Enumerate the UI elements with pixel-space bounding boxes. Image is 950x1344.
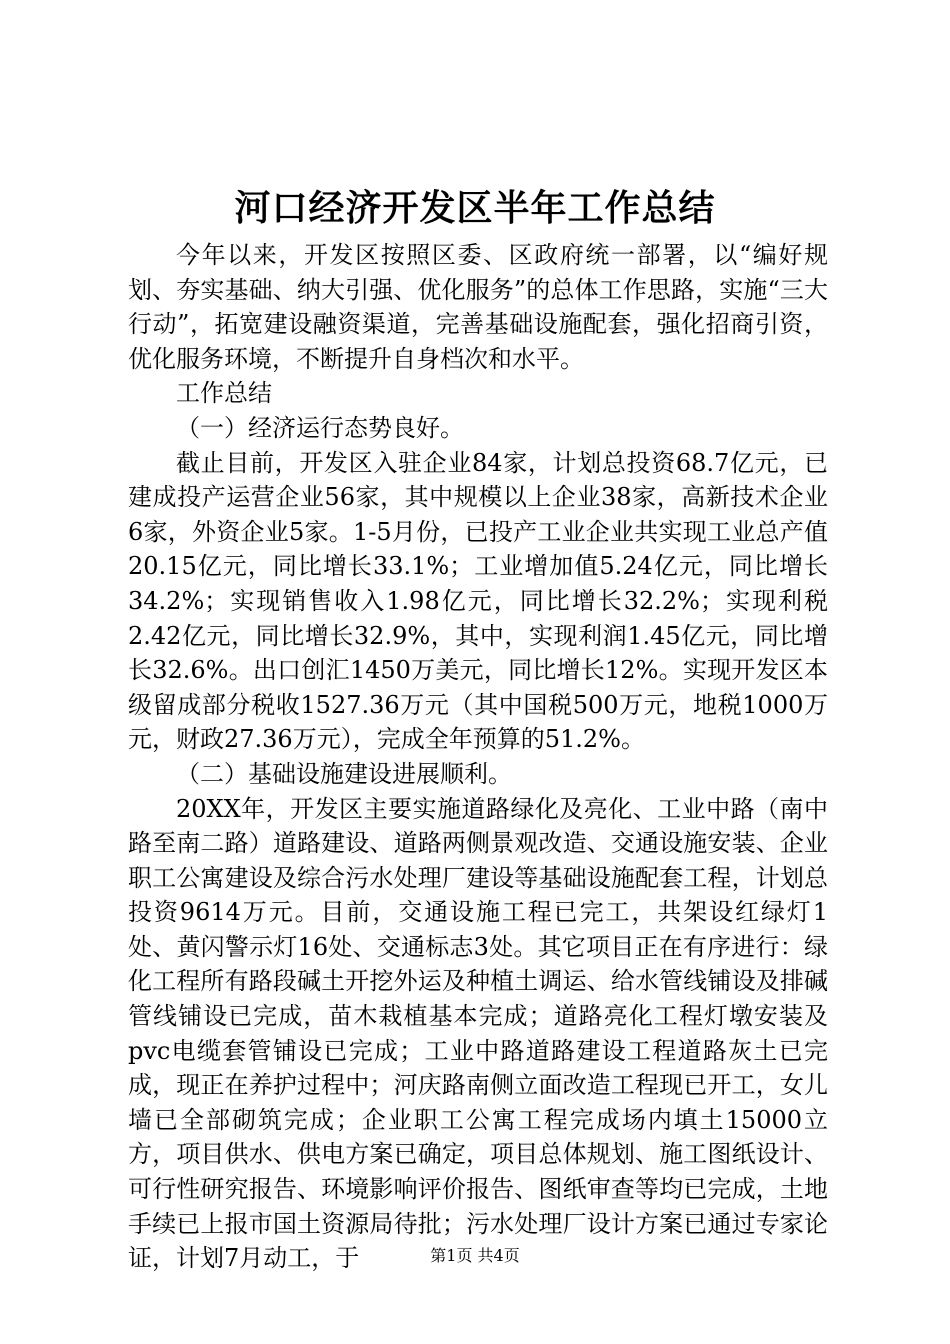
- section1-paragraph: 截止目前，开发区入驻企业84家，计划总投资68.7亿元，已建成投产运营企业56家，其中规模以上企业38家，高新技术企业6家，外资企业5家。1-5月份，已投产工业企业共实现工业总产值20.15亿元，同比增长33.1%；工业增加值5.24亿元，同比增长34.2%；实现销售收入1.98亿元，同比增长32.2%；实现利税2.42亿元，同比增长32.9%，其中，实现利润1.45亿元，同比增长32.6%。出口创汇1450万美元，同比增长12%。实现开发区本级留成部分税收1527.36万元（其中国税500万元，地税1000万元，财政27.36万元），完成全年预算的51.2%。: [128, 448, 828, 754]
- document-body: [128, 238, 828, 1276]
- section1-heading: （一）经济运行态势良好。: [176, 413, 464, 442]
- section2-heading: （二）基础设施建设进展顺利。: [176, 759, 512, 788]
- section-heading-summary: 工作总结: [176, 379, 272, 408]
- page-number-footer: 第1页 共4页: [430, 1246, 520, 1265]
- intro-paragraph: 今年以来，开发区按照区委、区政府统一部署，以“编好规划、夯实基础、纳大引强、优化服务”的总体工作思路，实施“三大行动”，拓宽建设融资渠道，完善基础设施配套，强化招商引资，优化服务环境，不断提升自身档次和水平。: [128, 241, 828, 373]
- section2-paragraph: 20XX年，开发区主要实施道路绿化及亮化、工业中路（南中路至南二路）道路建设、道路两侧景观改造、交通设施安装、企业职工公寓建设及综合污水处理厂建设等基础设施配套工程，计划总投资9614万元。目前，交通设施工程已完工，共架设红绿灯1处、黄闪警示灯16处、交通标志3处。其它项目正在有序进行：绿化工程所有路段碱土开挖外运及种植土调运、给水管线铺设及排碱管线铺设已完成，苗木栽植基本完成；道路亮化工程灯墩安装及pvc电缆套管铺设已完成；工业中路道路建设工程道路灰土已完成，现正在养护过程中；河庆路南侧立面改造工程现已开工，女儿墙已全部砌筑完成；企业职工公寓工程完成场内填土15000立方，项目供水、供电方案已确定，项目总体规划、施工图纸设计、可行性研究报告、环境影响评价报告、图纸审查等均已完成，土地手续已上报市国土资源局待批；污水处理厂设计方案已通过专家论证，计划7月动工，于: [128, 794, 828, 1273]
- document-title: 河口经济开发区半年工作总结: [234, 187, 716, 229]
